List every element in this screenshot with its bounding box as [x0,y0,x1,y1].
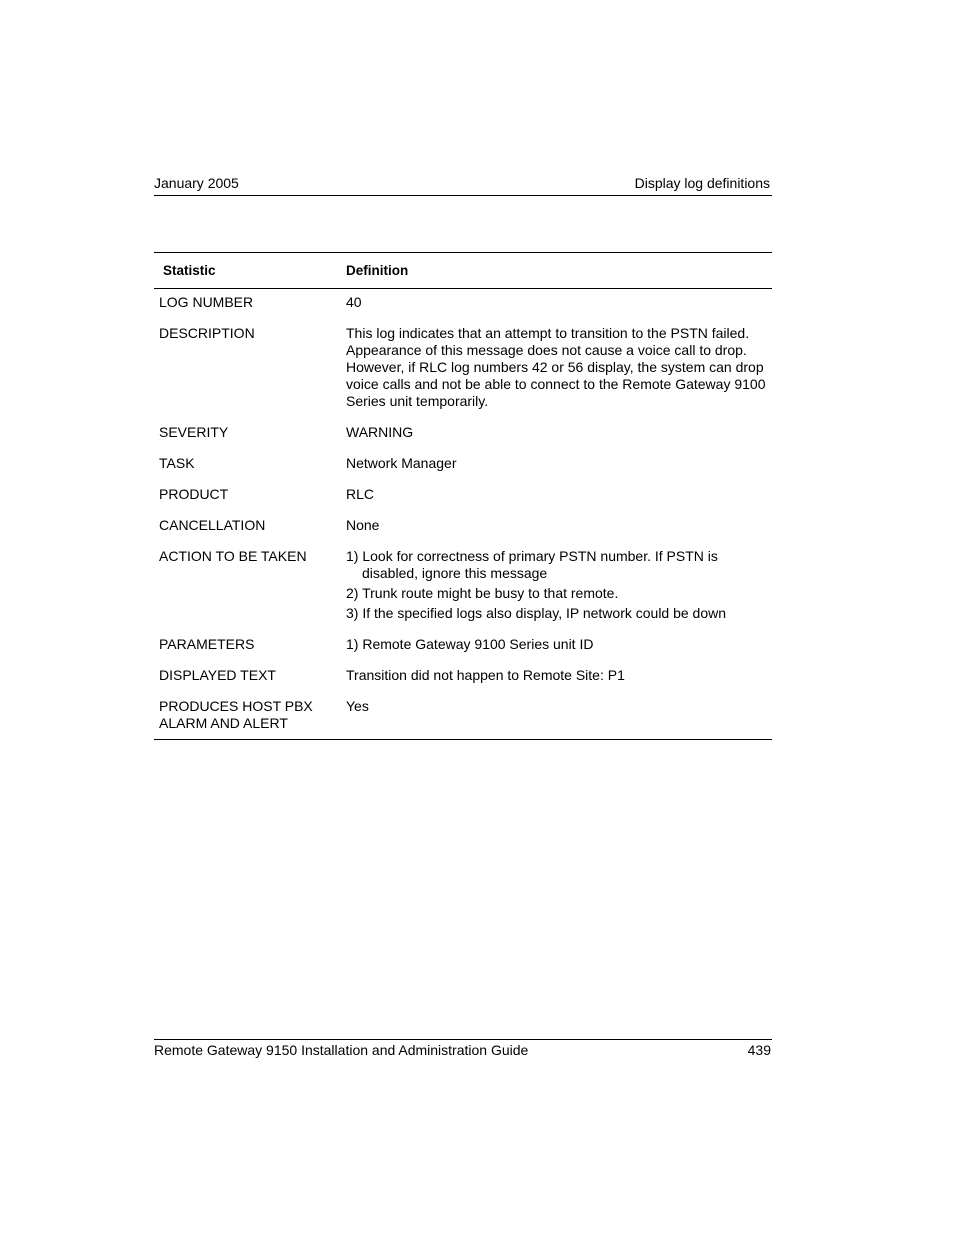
statistic-label: LOG NUMBER [159,294,254,310]
table-row [154,481,772,512]
column-header-statistic: Statistic [163,263,216,278]
statistic-label: DESCRIPTION [159,325,255,341]
definition-cell [346,481,772,512]
definition-text: Transition did not happen to Remote Site: P1 [346,667,625,683]
table-row [154,543,772,631]
table-row [154,289,772,321]
statistic-cell [154,693,346,740]
definition-text: 1) Remote Gateway 9100 Series unit ID [346,636,594,652]
page-header [154,174,772,196]
definition-text: This log indicates that an attempt to transition to the PSTN failed. Appearance of this message does not cause a voice call to drop. However, if RLC log numbers 42 or 56 display, the system can drop voice calls and not be able to connect to the Remote Gateway 9100 Series unit temporarily. [346,325,766,409]
footer-page-number: 439 [747,1042,771,1058]
definition-cell [346,693,772,740]
table-row [154,512,772,543]
definition-text: WARNING [346,424,414,440]
action-item: 2) Trunk route might be busy to that remote. [346,585,619,601]
definition-text: Network Manager [346,455,457,471]
footer-guide-title: Remote Gateway 9150 Installation and Administration Guide [154,1042,529,1058]
statistic-cell [154,481,346,512]
definition-cell [346,320,772,419]
statistic-cell [154,543,346,631]
definition-text: Yes [346,698,369,714]
definition-cell [346,450,772,481]
header-date: January 2005 [154,175,239,191]
statistic-cell [154,289,346,321]
definition-text: RLC [346,486,375,502]
table-row [154,419,772,450]
table-row [154,450,772,481]
definition-cell [346,662,772,693]
statistic-label: PRODUCT [159,486,229,502]
statistic-cell [154,631,346,662]
definition-text: 40 [346,294,362,310]
definition-text: None [346,517,380,533]
table-row [154,320,772,419]
definition-cell [346,419,772,450]
statistic-cell [154,662,346,693]
definition-cell [346,631,772,662]
statistic-label: ACTION TO BE TAKEN [159,548,307,564]
definition-cell [346,543,772,631]
statistic-cell [154,419,346,450]
statistic-label: DISPLAYED TEXT [159,667,276,683]
action-list [346,543,768,631]
table-row [154,631,772,662]
header-section-title: Display log definitions [634,175,770,191]
statistic-label: SEVERITY [159,424,229,440]
definition-cell [346,512,772,543]
statistic-label: PRODUCES HOST PBX ALARM AND ALERT [159,698,313,731]
definition-cell [346,289,772,321]
action-item: 3) If the specified logs also display, IP network could be down [346,605,727,621]
log-definition-table [154,252,772,740]
statistic-label: PARAMETERS [159,636,255,652]
statistic-cell [154,450,346,481]
page-footer [154,1039,772,1058]
statistic-cell [154,512,346,543]
table-row [154,693,772,740]
column-header-definition: Definition [346,263,409,278]
table-row [154,662,772,693]
statistic-label: TASK [159,455,195,471]
statistic-cell [154,320,346,419]
statistic-label: CANCELLATION [159,517,266,533]
table-header-row [154,253,772,289]
action-item: 1) Look for correctness of primary PSTN number. If PSTN is disabled, ignore this message [346,548,718,581]
